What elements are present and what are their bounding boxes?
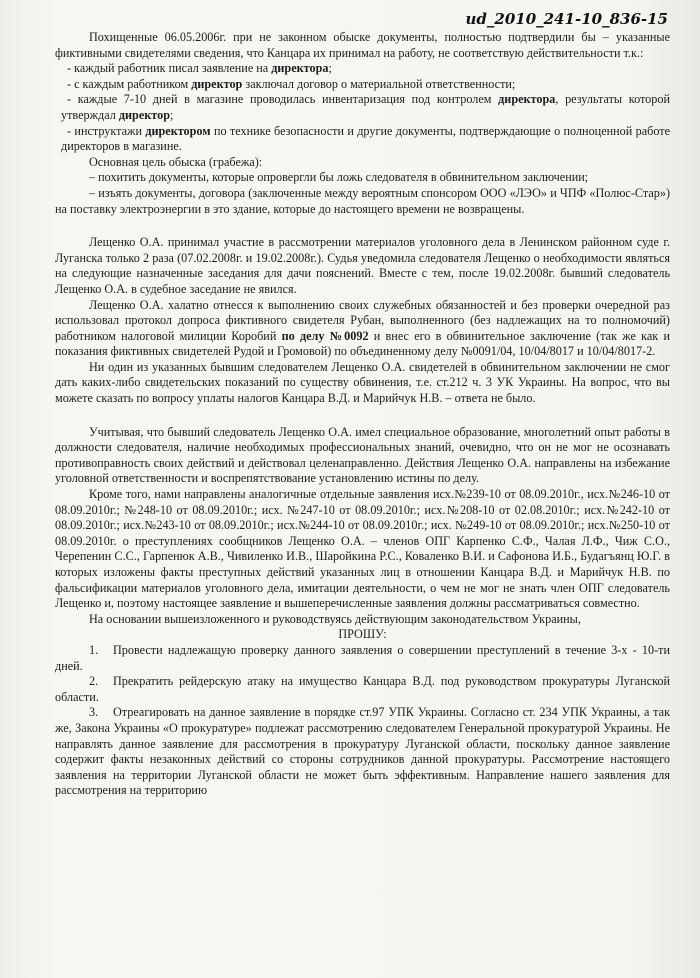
paragraph-search-goal: Основная цель обыска (грабежа): — [89, 154, 263, 169]
paragraph-basis: На основании вышеизложенного и руководствуясь действующим законодательством Украины, — [89, 611, 581, 626]
paragraph-goal-2: – изъять документы, договора (заключенные между вероятным спонсором ООО «ЛЭО» и ЧПФ «Полюс-Стар») на поставку электроэнергии в это здание, которые до настоящего времени не возвращены. — [55, 185, 670, 216]
paragraph-considering: Учитывая, что бывший следователь Лещенко О.А. имел специальное образование, многолетний опыт работы в должности следователя, наличие необходимых профессиональных знаний, очевидно, что он не мог не осознавать противоправность своих действий и действовал целенаправленно. Действия Лещенко О.А. направлены на избежание уголовной ответственности и воспрепятствование установлению истины по делу. — [55, 424, 670, 486]
request-item-2: 2. Прекратить рейдерскую атаку на имущество Канцара В.Д. под руководством прокуратуры Луганской области. — [55, 674, 670, 704]
request-heading: ПРОШУ: — [338, 627, 387, 642]
paragraph-goal-1: – похитить документы, которые опровергли бы ложь следователя в обвинительном заключении; — [89, 170, 589, 185]
request-item-1: 1. Провести надлежащую проверку данного заявления о совершении преступлений в течение 3-х - 10-ти дней. — [55, 642, 670, 673]
request-item-3: 3. Отреагировать на данное заявление в порядке ст.97 УПК Украины. Согласно ст. 234 УПК Украины, а так же, Закона Украины «О прокуратуре» подлежат рассмотрению следователем Генеральной прокуратурой Украины. Не направлять данное заявление для рассмотрения в прокуратуру Луганской области, поскольку данное заявление содержит факты незаконных действий со стороны сотрудников данной прокуратуры. Рассмотрение настоящего заявления на территории Луганской области не может быть эффективным. Направление нашего заявления для рассмотрения на территорию — [55, 705, 670, 798]
bullet-item: - каждые 7-10 дней в магазине проводилась инвентаризация под контролем директора, результаты которой утверждал директор; — [61, 92, 670, 122]
paragraph-court: Лещенко О.А. принимал участие в рассмотрении материалов уголовного дела в Ленинском районном суде г. Луганска только 2 раза (07.02.2008г. и 19.02.2008г.). Судья уведомила следователя Лещенко о необходимости являться на следующие назначенные заседания для дачи пояснений. Вместе с тем, после 19.02.2008г. бывший следователь Лещенко О.А. в судебное заседание не явился. — [55, 235, 670, 296]
paragraph-other-statements: Кроме того, нами направлены аналогичные отдельные заявления исх.№239-10 от 08.09.2010г., исх.№246-10 от 08.09.2010г.; №248-10 от 08.09.2010г.; исх. №247-10 от 08.09.2010г.; исх.№208-10 от 02.08.2010г.; исх.№242-10 от 08.09.2010г.; исх.№243-10 от 08.09.2010г.; исх.№244-10 от 08.09.2010г.; исх. №249-10 от 08.09.2010г.; исх.№250-10 от 08.09.2010г. о преступлениях сообщников Лещенко О.А. – членов ОПГ Карпенко С.Ф., Чалая Л.Ф., Чиж С.О., Черепенин С.С., Гарпенюк А.В., Чивиленко И.В., Шаройкина Р.С., Коваленко В.И. и Сафонова И.Б., Будагъянц Ю.Г. в которых изложены факты преступных действий указанных лиц в отношении Канцара В.Д. и Марийчук Н.В. по фальсификации материалов уголовного дела, имитации деятельности, о чем не мог не знать член ОПГ следователь Лещенко и, поэтому настоящее заявление и вышеперечисленные заявления должны рассматриваться совместно. — [55, 487, 670, 611]
paragraph-witnesses: Ни один из указанных бывшим следователем Лещенко О.А. свидетелей в обвинительном заключении не смог дать каких-либо свидетельских показаний по существу обвинения, т.е. ст.212 ч. 3 УК Украины. На вопрос, что вы можете сказать по вопросу уплаты налогов Канцара В.Д. и Марийчук Н.В. – ответа не было. — [55, 359, 670, 406]
bullet-item: - каждый работник писал заявление на директора; — [67, 61, 332, 76]
document-id: ud_2010_241-10_836-15 — [465, 10, 668, 28]
paragraph-stolen-documents: Похищенные 06.05.2006г. при не законном обыске документы, полностью подтвердили бы – указанные фиктивными свидетелями сведения, что Канцара их принимал на работу, не соответствую действительности т.к.: — [55, 30, 670, 60]
paragraph-negligence: Лещенко О.А. халатно отнесся к выполнению своих служебных обязанностей и без проверки очередной раз использовал протокол допроса фиктивного свидетеля Рубан, выполненного (без надлежащих на то полномочий) работником налоговой милиции Коробий по делу №0092 и внес его в обвинительное заключение (так же как и показания фиктивных свидетелей Рудой и Громовой) по объединенному делу №0091/04, 10/04/8017 и 10/04/8017-2. — [55, 297, 670, 359]
bullet-item: - инструктажи директором по технике безопасности и другие документы, подтверждающие о полноценной работе директоров в магазине. — [61, 123, 670, 154]
bullet-item: - с каждым работником директор заключал договор о материальной ответственности; — [67, 76, 516, 91]
